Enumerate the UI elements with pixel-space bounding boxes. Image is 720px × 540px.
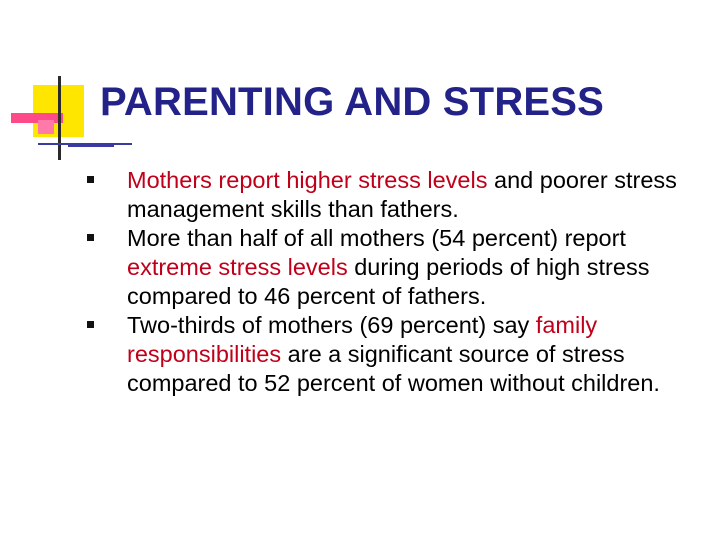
bullet-text-part: during periods of high stress compared to 46 percent of fathers. — [127, 254, 650, 309]
bullet-item — [82, 166, 712, 224]
bullet-square-icon — [87, 321, 94, 328]
bullet-text-2 — [127, 225, 649, 309]
bullet-text-3 — [127, 312, 660, 396]
decorative-horizontal-line-accent — [68, 145, 114, 147]
bullet-text-part: Two-thirds of mothers (69 percent) say — [127, 312, 536, 338]
bullet-text-1 — [127, 167, 677, 222]
decorative-pink-bar — [11, 113, 63, 123]
bullet-text-part: More than half of all mothers (54 percent) report — [127, 225, 626, 251]
highlight-phrase: Mothers report higher stress levels — [127, 167, 488, 193]
bullet-list — [82, 166, 712, 398]
bullet-square-icon — [87, 176, 94, 183]
bullet-square-icon — [87, 234, 94, 241]
bullet-item — [82, 224, 712, 311]
highlight-phrase: extreme stress levels — [127, 254, 348, 280]
bullet-item — [82, 311, 712, 398]
bullet-text-part: and poorer stress management skills than fathers. — [127, 167, 677, 222]
decorative-pink-block — [38, 120, 54, 134]
slide-title: PARENTING AND STRESS — [100, 80, 605, 124]
bullet-text-part: are a significant source of stress compared to 52 percent of women without children. — [127, 341, 660, 396]
highlight-phrase: family responsibilities — [127, 312, 598, 367]
decorative-vertical-line — [58, 76, 61, 160]
